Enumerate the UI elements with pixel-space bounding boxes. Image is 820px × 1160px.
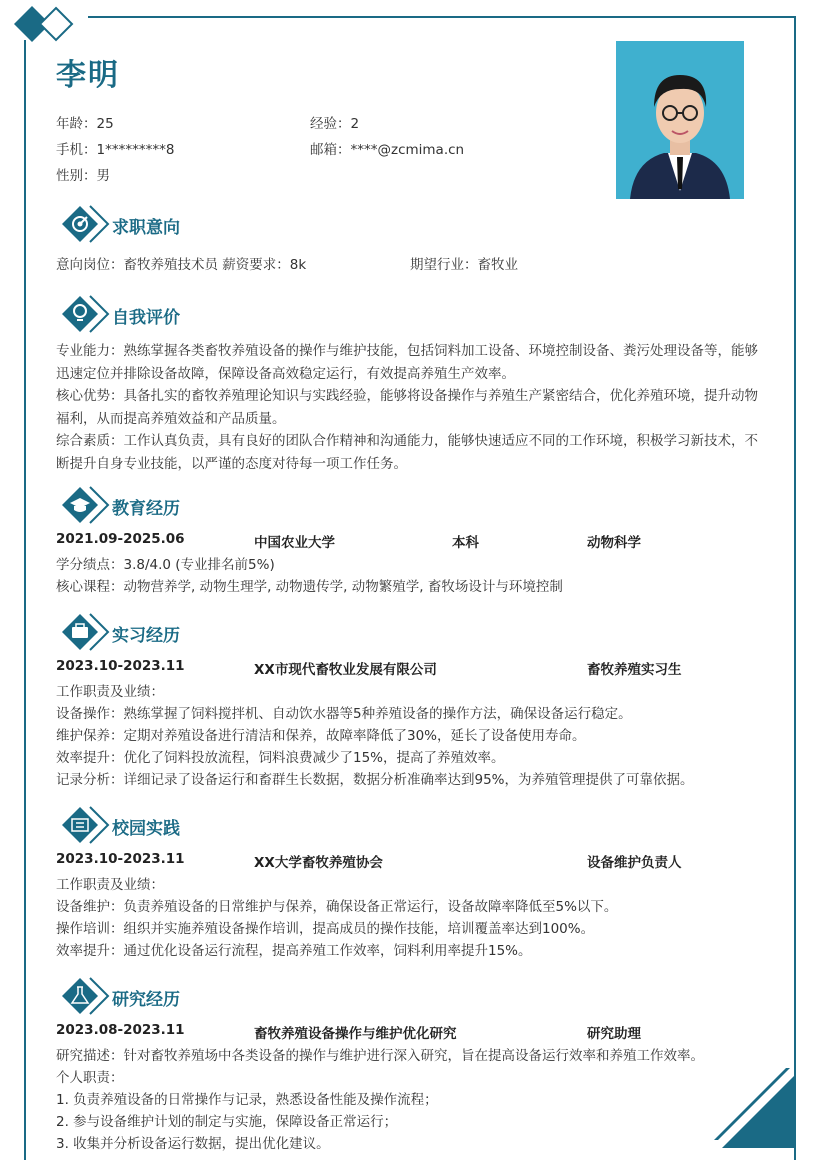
experience-field: 经验：2 bbox=[310, 116, 360, 132]
edu-degree: 本科 bbox=[452, 535, 479, 551]
edu-detail: 核心课程：动物营养学, 动物生理学, 动物遗传学, 动物繁殖学, 畜牧场设计与环境控制 bbox=[56, 579, 563, 595]
section-title: 求职意向 bbox=[112, 218, 180, 238]
edu-school: 中国农业大学 bbox=[254, 535, 335, 551]
self-eval-paragraph: 综合素质：工作认真负责，具有良好的团队合作精神和沟通能力，能够快速适应不同的工作环境，积极学习新技术，不断提升自身专业技能，以严谨的态度对待每一项工作任务。 bbox=[56, 433, 758, 472]
research-date: 2023.08-2023.11 bbox=[56, 1022, 185, 1038]
intent-industry: 期望行业：畜牧业 bbox=[410, 257, 518, 273]
campus-org: XX大学畜牧养殖协会 bbox=[254, 855, 383, 871]
candidate-name: 李明 bbox=[56, 58, 120, 93]
edu-major: 动物科学 bbox=[587, 535, 641, 551]
research-detail: 2. 参与设备维护计划的制定与实施，保障设备正常运行； bbox=[56, 1114, 398, 1130]
research-header-row bbox=[56, 1022, 768, 1044]
self-eval-paragraph: 核心优势：具备扎实的畜牧养殖理论知识与实践经验，能够将设备操作与养殖生产紧密结合，优化养殖环境，提升动物福利，从而提高养殖效益和产品质量。 bbox=[56, 388, 758, 427]
self-eval-paragraph: 专业能力：熟练掌握各类畜牧养殖设备的操作与维护技能，包括饲料加工设备、环境控制设备、粪污处理设备等，能够迅速定位并排除设备故障，保障设备高效稳定运行，有效提高养殖生产效率。 bbox=[56, 343, 758, 382]
education-header-row bbox=[56, 531, 768, 553]
frame-top-line bbox=[88, 16, 796, 18]
campus-header-row bbox=[56, 851, 768, 873]
graduation-cap-icon bbox=[56, 485, 112, 525]
research-detail: 研究描述：针对畜牧养殖场中各类设备的操作与维护进行深入研究，旨在提高设备运行效率和养殖工作效率。 bbox=[56, 1048, 704, 1064]
section-title: 研究经历 bbox=[112, 990, 180, 1010]
target-icon bbox=[56, 204, 112, 244]
intern-detail: 设备操作：熟练掌握了饲料搅拌机、自动饮水器等5种养殖设备的操作方法，确保设备运行稳定。 bbox=[56, 706, 632, 722]
internship-header-row bbox=[56, 658, 768, 680]
flask-icon bbox=[56, 976, 112, 1016]
section-title: 教育经历 bbox=[112, 499, 180, 519]
campus-detail: 操作培训：组织并实施养殖设备操作培训，提高成员的操作技能，培训覆盖率达到100%。 bbox=[56, 921, 595, 937]
frame-right-line bbox=[794, 16, 796, 1160]
research-project: 畜牧养殖设备操作与维护优化研究 bbox=[254, 1026, 457, 1042]
intern-date: 2023.10-2023.11 bbox=[56, 658, 185, 674]
campus-role: 设备维护负责人 bbox=[587, 855, 682, 871]
campus-detail: 工作职责及业绩： bbox=[56, 877, 164, 893]
intent-line: 意向岗位：畜牧养殖技术员 薪资要求：8k bbox=[56, 257, 307, 273]
intern-role: 畜牧养殖实习生 bbox=[587, 662, 682, 678]
intern-detail: 记录分析：详细记录了设备运行和畜群生长数据，数据分析准确率达到95%，为养殖管理提供了可靠依据。 bbox=[56, 772, 694, 788]
section-title: 自我评价 bbox=[112, 308, 180, 328]
email-field: 邮箱：****@zcmima.cn bbox=[310, 142, 465, 158]
section-title: 实习经历 bbox=[112, 626, 180, 646]
intern-org: XX市现代畜牧业发展有限公司 bbox=[254, 662, 437, 678]
age-field: 年龄：25 bbox=[56, 116, 114, 132]
lightbulb-icon bbox=[56, 294, 112, 334]
gender-field: 性别：男 bbox=[56, 168, 110, 184]
campus-detail: 效率提升：通过优化设备运行流程，提高养殖工作效率，饲料利用率提升15%。 bbox=[56, 943, 532, 959]
phone-field: 手机：1*********8 bbox=[56, 142, 175, 158]
research-detail: 个人职责： bbox=[56, 1070, 124, 1086]
profile-photo bbox=[616, 41, 744, 199]
edu-date: 2021.09-2025.06 bbox=[56, 531, 185, 547]
research-detail: 3. 收集并分析设备运行数据，提出优化建议。 bbox=[56, 1136, 330, 1152]
intern-detail: 维护保养：定期对养殖设备进行清洁和保养，故障率降低了30%，延长了设备使用寿命。 bbox=[56, 728, 586, 744]
intern-detail: 效率提升：优化了饲料投放流程，饲料浪费减少了15%，提高了养殖效率。 bbox=[56, 750, 505, 766]
campus-icon bbox=[56, 805, 112, 845]
campus-detail: 设备维护：负责养殖设备的日常维护与保养，确保设备正常运行，设备故障率降低至5%以下。 bbox=[56, 899, 618, 915]
research-detail: 1. 负责养殖设备的日常操作与记录，熟悉设备性能及操作流程； bbox=[56, 1092, 438, 1108]
campus-date: 2023.10-2023.11 bbox=[56, 851, 185, 867]
section-title: 校园实践 bbox=[112, 819, 180, 839]
intern-detail: 工作职责及业绩： bbox=[56, 684, 164, 700]
briefcase-icon bbox=[56, 612, 112, 652]
edu-detail: 学分绩点：3.8/4.0 (专业排名前5%) bbox=[56, 557, 275, 573]
frame-left-line bbox=[24, 40, 26, 1160]
research-role: 研究助理 bbox=[587, 1026, 641, 1042]
corner-diamond-icon bbox=[10, 4, 80, 44]
